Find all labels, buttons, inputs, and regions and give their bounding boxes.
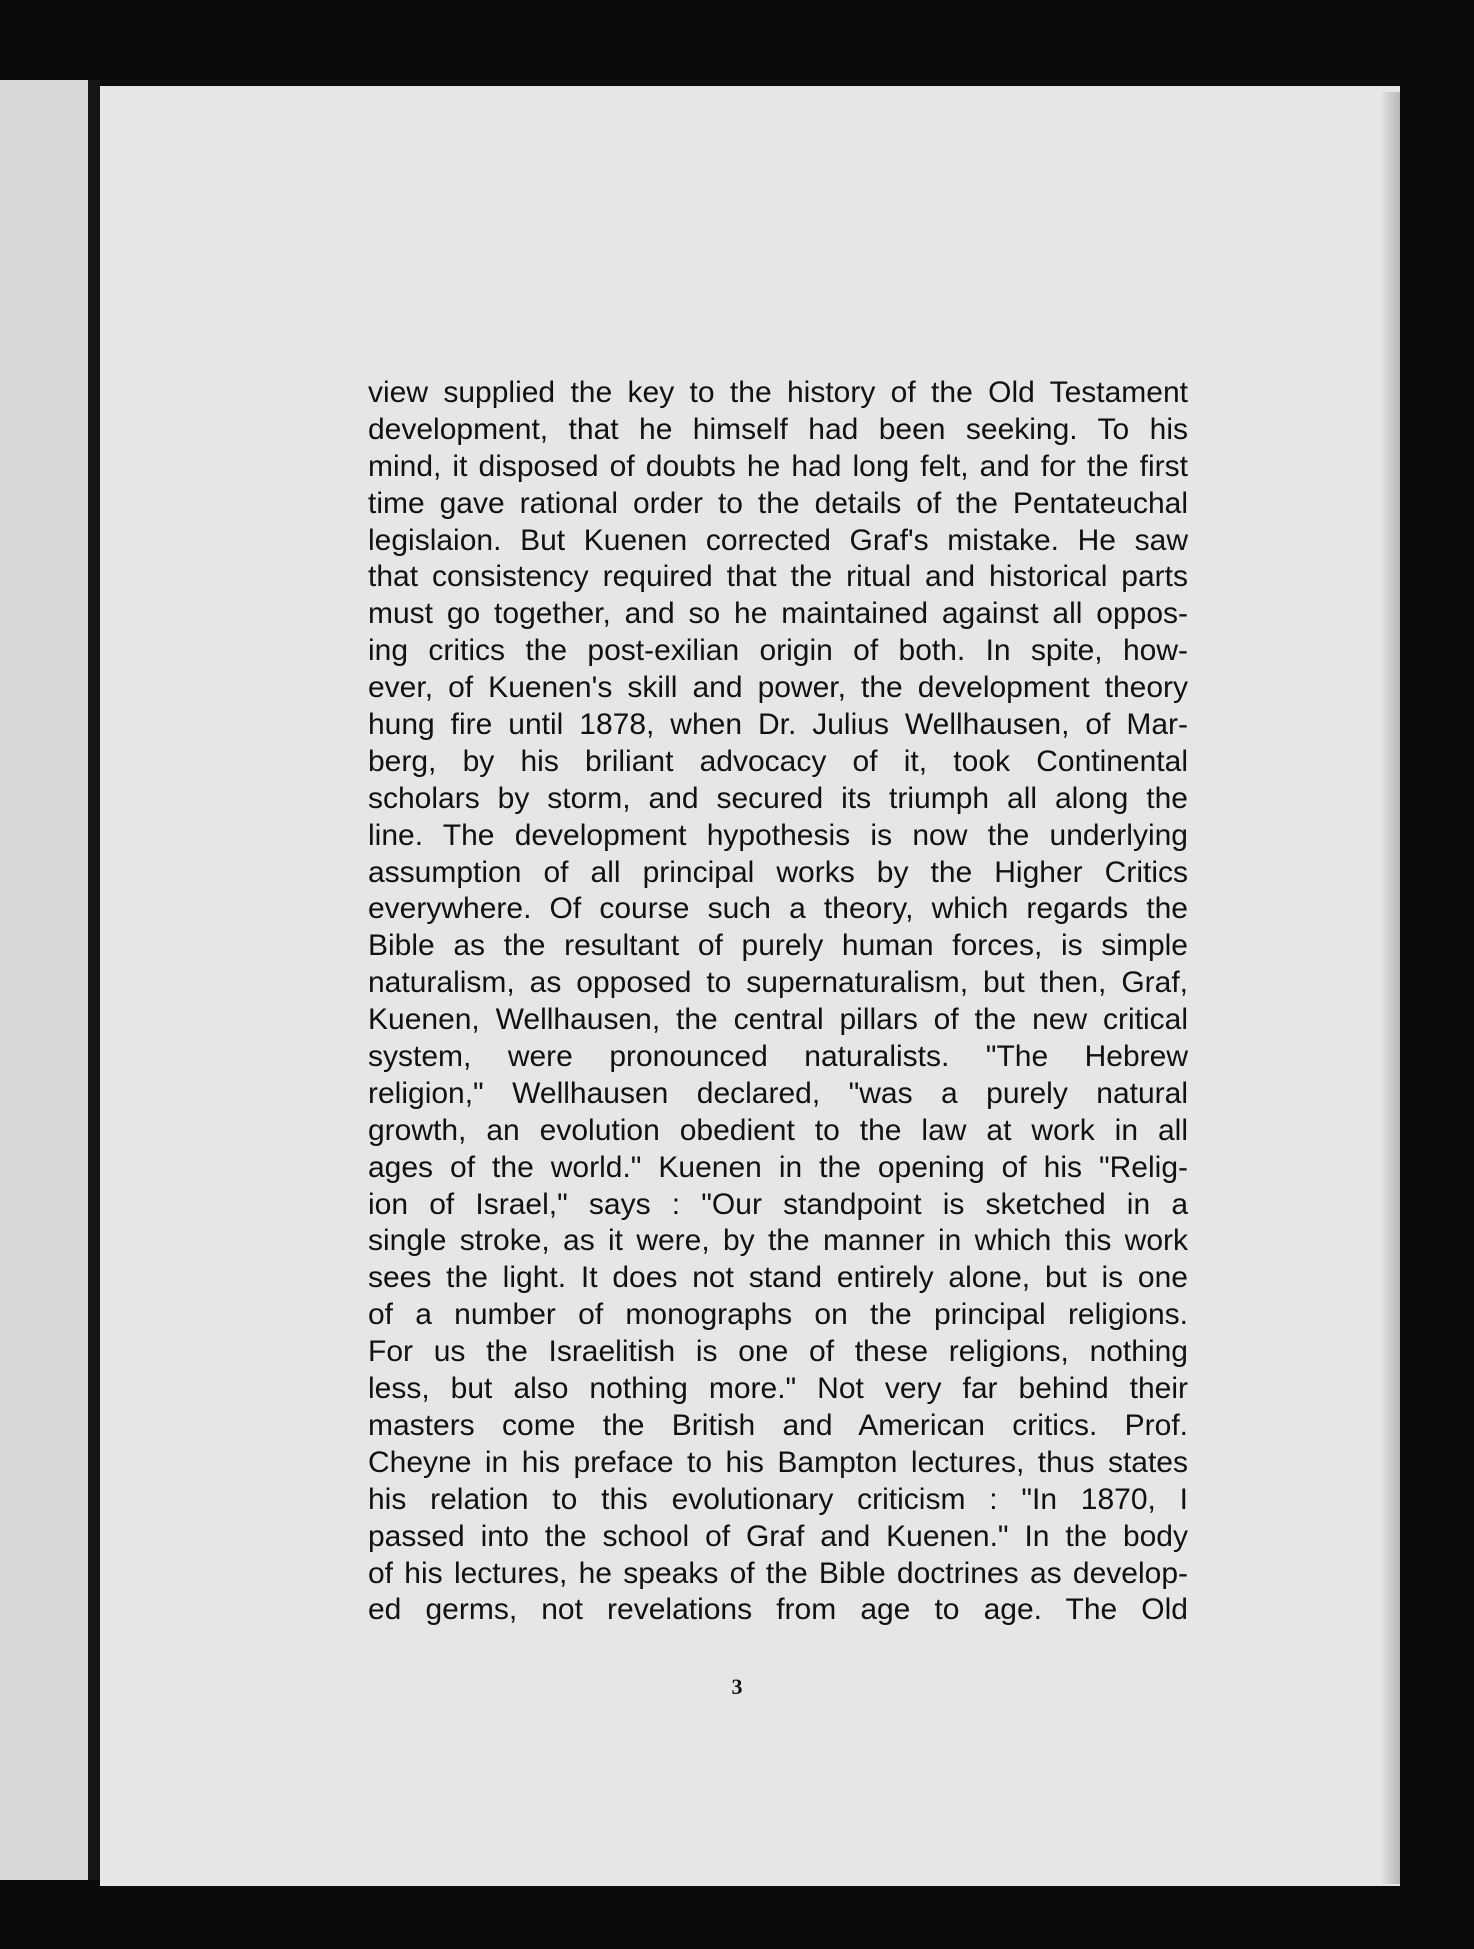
text-line: growth, an evolution obedient to the law at work in all <box>368 1113 1188 1147</box>
text-line: sees the light. It does not stand entirely alone, but is one <box>368 1261 1188 1295</box>
text-line: Cheyne in his preface to his Bampton lectures, thus states <box>368 1445 1188 1479</box>
text-line: ages of the world." Kuenen in the opening of his "Relig- <box>368 1150 1188 1184</box>
text-line: ing critics the post-exilian origin of both. In spite, how- <box>368 634 1188 668</box>
text-line: berg, by his briliant advocacy of it, took Continental <box>368 744 1188 778</box>
text-line: ever, of Kuenen's skill and power, the development theory <box>368 671 1188 705</box>
page-number: 3 <box>731 1674 743 1699</box>
text-line: everywhere. Of course such a theory, which regards the <box>368 892 1188 926</box>
text-line: Kuenen, Wellhausen, the central pillars of the new critical <box>368 1003 1188 1037</box>
text-line: scholars by storm, and secured its triumph all along the <box>368 781 1188 815</box>
text-line: his relation to this evolutionary criticism : "In 1870, I <box>368 1482 1188 1516</box>
text-line: hung fire until 1878, when Dr. Julius Wellhausen, of Mar- <box>368 708 1188 742</box>
text-line: time gave rational order to the details of the Pentateuchal <box>368 486 1188 520</box>
text-line: that consistency required that the ritual and historical parts <box>368 560 1188 594</box>
text-line: of his lectures, he speaks of the Bible doctrines as develop- <box>368 1556 1188 1590</box>
book-gutter <box>88 80 100 1880</box>
text-line: less, but also nothing more." Not very far behind their <box>368 1372 1188 1406</box>
text-line: passed into the school of Graf and Kuenen." In the body <box>368 1519 1188 1553</box>
text-line: ion of Israel," says : "Our standpoint is sketched in a <box>368 1187 1188 1221</box>
text-line: masters come the British and American critics. Prof. <box>368 1408 1188 1442</box>
text-line: mind, it disposed of doubts he had long felt, and for the first <box>368 449 1188 483</box>
text-line: For us the Israelitish is one of these religions, nothing <box>368 1335 1188 1369</box>
facing-page-edge <box>0 80 92 1880</box>
text-line: development, that he himself had been seeking. To his <box>368 412 1188 446</box>
text-line: must go together, and so he maintained against all oppos- <box>368 597 1188 631</box>
text-line: naturalism, as opposed to supernaturalism, but then, Graf, <box>368 966 1188 1000</box>
text-line: of a number of monographs on the principal religions. <box>368 1298 1188 1332</box>
text-line: assumption of all principal works by the Higher Critics <box>368 855 1188 889</box>
text-line: single stroke, as it were, by the manner in which this work <box>368 1224 1188 1258</box>
text-line: Bible as the resultant of purely human forces, is simple <box>368 929 1188 963</box>
text-line: line. The development hypothesis is now the underlying <box>368 818 1188 852</box>
text-line: religion," Wellhausen declared, "was a purely natural <box>368 1076 1188 1110</box>
text-line: ed germs, not revelations from age to age. The Old <box>368 1593 1188 1627</box>
text-line: system, were pronounced naturalists. "The Hebrew <box>368 1040 1188 1074</box>
body-text <box>368 375 1188 1629</box>
text-line: legislaion. But Kuenen corrected Graf's mistake. He saw <box>368 523 1188 557</box>
text-line: view supplied the key to the history of the Old Testament <box>368 376 1188 409</box>
page-edge-shadow <box>1382 92 1400 1884</box>
